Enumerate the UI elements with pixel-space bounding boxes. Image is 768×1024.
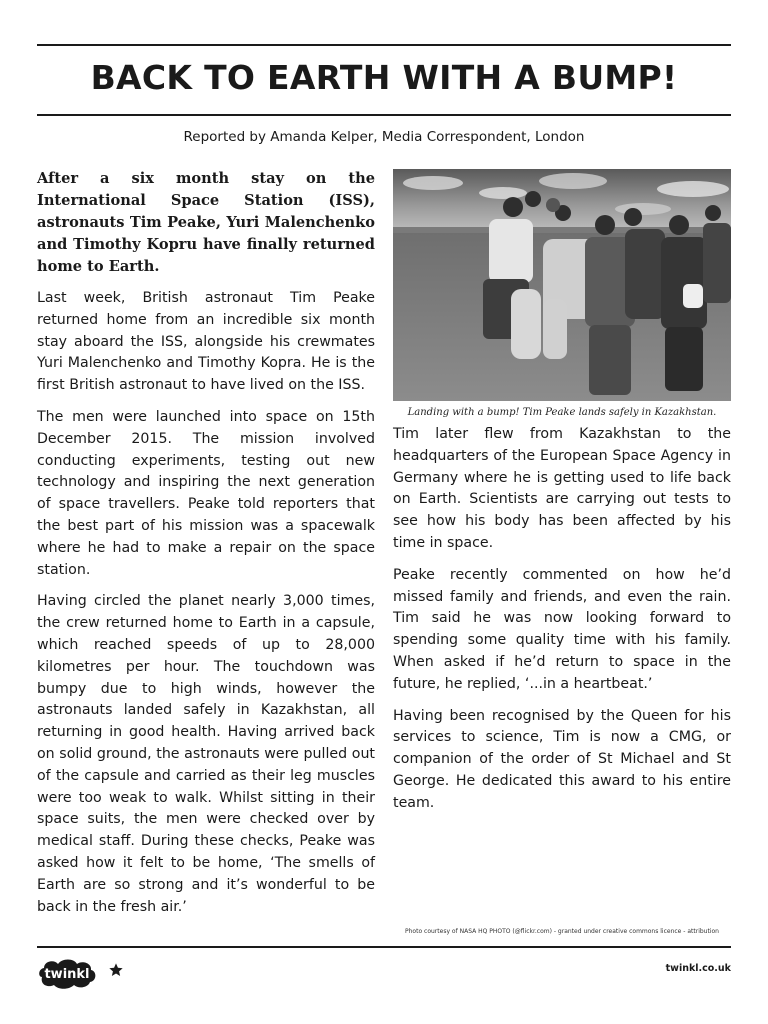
body-paragraph: Having circled the planet nearly 3,000 times, the crew returned home to Earth in a capsule, which reached speeds of up to 28,000 kilometres per hour. The touchdown was bumpy due to high winds, however the astronauts landed safely in Kazakhstan, all returning in good health. Having arrived back on solid ground, the astronauts were pulled out of the capsule and carried as their leg muscles were too weak to walk. Whilst sitting in their space suits, the men were checked over by medical staff. During these checks, Peake was asked how it felt to be home, ‘The smells of Earth are so strong and it’s wonderful to be back in the fresh air.’ <box>37 593 375 915</box>
body-paragraph: The men were launched into space on 15th December 2015. The mission involved conducting experiments, testing out new technology and inspiring the next generation of space travellers. Peake told reporters that the best part of his mission was a spacewalk where he had to make a repair on the space station. <box>37 408 375 578</box>
astronaut-landing-photo <box>393 169 731 401</box>
byline: Reported by Amanda Kelper, Media Correspondent, London <box>183 129 585 145</box>
right-column <box>393 424 731 825</box>
body-paragraph: Tim later flew from Kazakhstan to the headquarters of the European Space Agency in Germany where he is getting used to life back on Earth. Scientists are carrying out tests to see how his body has been affected by his time in space. <box>393 426 731 551</box>
headline: BACK TO EARTH WITH A BUMP! <box>90 58 678 97</box>
footer-rule <box>37 946 731 948</box>
photo-caption: Landing with a bump! Tim Peake lands safely in Kazakhstan. <box>407 407 717 418</box>
headline-rule <box>37 114 731 116</box>
left-column <box>37 168 375 928</box>
logo-text: twinkl <box>44 967 90 982</box>
twinkl-logo[interactable] <box>36 955 98 991</box>
body-paragraph: Having been recognised by the Queen for his services to science, Tim is now a CMG, or companion of the order of St Michael and St George. He dedicated this award to his entire team. <box>393 707 731 811</box>
footer-website[interactable]: twinkl.co.uk <box>665 963 731 974</box>
photo-credit: Photo courtesy of NASA HQ PHOTO (@flickr.com) - granted under creative commons licence - attribution <box>405 928 719 935</box>
star-icon <box>108 962 124 978</box>
body-paragraph: Last week, British astronaut Tim Peake returned home from an incredible six month stay aboard the ISS, alongside his crewmates Yuri Malenchenko and Timothy Kopra. He is the first British astronaut to have lived on the ISS. <box>37 290 375 394</box>
top-rule <box>37 44 731 46</box>
body-paragraph: Peake recently commented on how he’d missed family and friends, and even the rain. Tim said he was now looking forward to spending some quality time with his family. When asked if he’d return to space in the future, he replied, ‘...in a heartbeat.’ <box>393 566 731 692</box>
lead-paragraph: After a six month stay on the International Space Station (ISS), astronauts Tim Peake, Yuri Malenchenko and Timothy Kopru have finally returned home to Earth. <box>37 170 375 275</box>
